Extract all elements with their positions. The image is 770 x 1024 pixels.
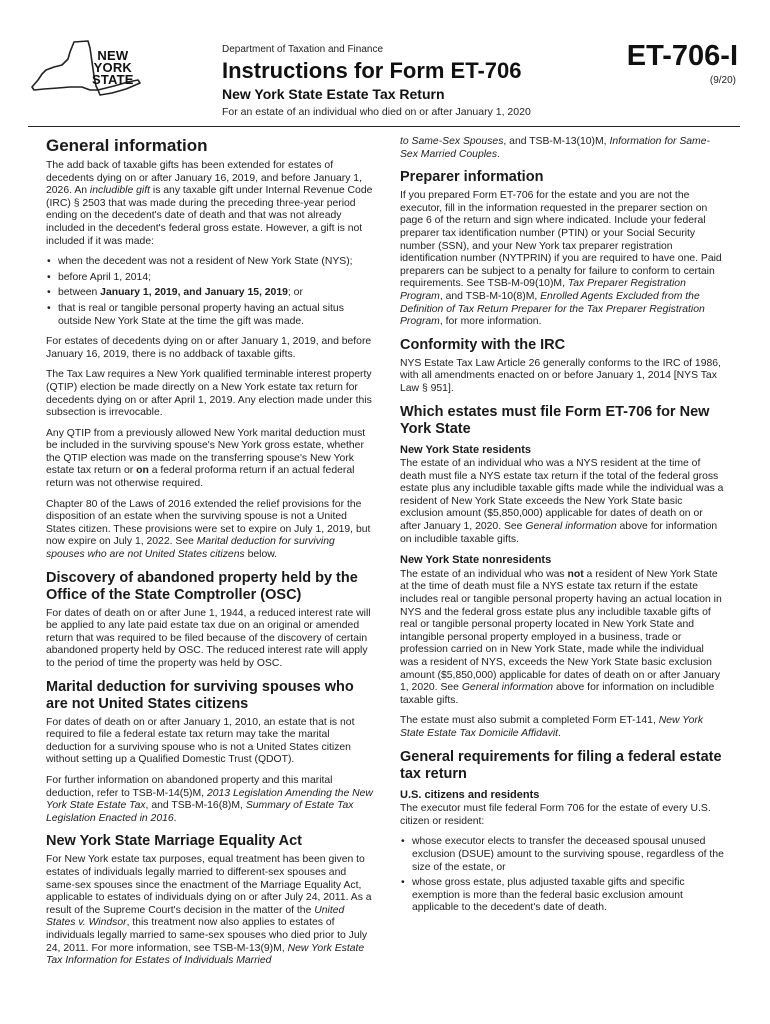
logo-wordmark: NEW YORK STATE [92,48,134,87]
section-heading-marital-deduction: Marital deduction for surviving spouses who are not United States citizens [46,678,354,712]
gift-exclusion-list [46,256,374,328]
left-column [46,136,374,976]
subheading-citizens-residents: U.S. citizens and residents [400,788,540,801]
paragraph: Chapter 80 of the Laws of 2016 extended the relief provisions for the disposition of an estate when the surviving spouse is not a United States citizen. These provisions were set to expire on July 1, 2019, but now expire on July 1, 2022. See Marital deduction for surviving spouses who are not United States citizens below. [46,498,371,561]
paragraph: The estate must also submit a completed Form ET-141, New York State Estate Tax Domicile Affidavit. [400,715,704,739]
page-title: Instructions for Form ET-706 [222,58,522,83]
paragraph: For dates of death on or after June 1, 1944, a reduced interest rate will be applied to any late paid estate tax due on an original or amended return that was required to be filed because of the discovery of certain abandoned property held by OSC. The reduced interest rate will apply to the period of time the property was held by OSC. [46,607,371,669]
list-item: • when the decedent was not a resident of New York State (NYS); [46,256,374,269]
paragraph: For estates of decedents dying on or after January 1, 2019, and before January 16, 2019, there is no addback of taxable gifts. [46,336,372,360]
list-item: • before April 1, 2014; [46,272,374,285]
list-item: • whose executor elects to transfer the deceased spousal unused exclusion (DSUE) amount to the surviving spouse, regardless of the size of the estate, or [400,836,724,874]
list-item: • whose gross estate, plus adjusted taxable gifts and specific exemption is more than the federal basic exclusion amount applicable to the decedent's date of death. [400,877,724,915]
section-heading-irc-conformity: Conformity with the IRC [400,336,566,353]
revision-date: (9/20) [709,75,736,86]
nys-logo [30,40,160,110]
applicability-note: For an estate of an individual who died on or after January 1, 2020 [222,106,531,118]
paragraph: The Tax Law requires a New York qualified terminable interest property (QTIP) election be made directly on a New York estate tax return for decedents dying on or after April 1, 2019. Any election made under this subsection is irrevocable. [46,369,372,419]
subheading-residents: New York State residents [400,443,532,456]
section-heading-abandoned-property: Discovery of abandoned property held by the Office of the State Comptroller (OSC) [46,569,358,603]
section-heading-preparer-information: Preparer information [400,169,544,186]
section-heading-general-information: General information [46,136,208,155]
paragraph: The add back of taxable gifts has been extended for estates of decedents dying on or after January 16, 2019, and before January 1, 2026. An includible gift is any taxable gift under Internal Revenue Code (IRC) § 2503 that was made during the preceding three-year period ending on the decedent's date of death and that was not already included in the decedent's federal gross estate. However, a gift is not included if it was made: [46,160,373,247]
paragraph: NYS Estate Tax Law Article 26 generally conforms to the IRC of 1986, with all amendments enacted on or before January 1, 2014 [NYS Tax Law § 951]. [400,357,721,394]
form-number: ET-706-I [626,40,738,72]
department-name: Department of Taxation and Finance [222,44,384,55]
subheading-nonresidents: New York State nonresidents [400,554,552,567]
paragraph: The estate of an individual who was not a resident of New York State at the time of death must file a NYS estate tax return if the estate includes real or tangible personal property having an actual location in NYS and the federal gross estate plus any includible taxable gifts of real or tangible personal property located in New York State and intangible personal property employed in a business, trade or profession carried on in New York State, made while the individual was a resident of NYS, exceeds the New York State basic exclusion amount ($5,850,000) applicable for dates of death on or after January 1, 2020. See General information above for information on includible taxable gifts. [400,568,722,706]
paragraph: For New York estate tax purposes, equal treatment has been given to estates of individuals legally married to different-sex spouses and same-sex spouses since the enactment of the Marriage Equality Act, applicable to estates of individuals dying on or after July 24, 2011. As a result of the Supreme Court's decision in the matter of the United States v. Windsor, this treatment now also applies to estates of individuals legally married to same-sex spouses who died prior to July 24, 2011. For more information, see TSB-M-13(9)M, New York Estate Tax Information for Estates of Individuals Married [46,854,372,967]
paragraph-continued: to Same-Sex Spouses, and TSB-M-13(10)M, Information for Same-Sex Married Couples. [400,136,710,160]
paragraph: The estate of an individual who was a NYS resident at the time of death must file a NYS estate tax return if the total of the federal gross estate plus any includible taxable gifts made while the individual was a resident of New York State exceeds the New York State basic exclusion amount ($5,850,000) applicable for dates of death on or after January 1, 2020. See General information above for information on includible taxable gifts. [400,458,724,545]
paragraph: For further information on abandoned property and this marital deduction, refer to TSB-M-14(5)M, 2013 Legislation Amending the New York State Estate Tax, and TSB-M-16(8)M, Summary of Estate Tax Legislation Enacted in 2016. [46,774,373,824]
list-item: • that is real or tangible personal property having an actual situs outside New York State at the time the gift was made. [46,303,374,328]
paragraph: Any QTIP from a previously allowed New York marital deduction must be included in the surviving spouse's New York gross estate, whether the QTIP election was made on the transferring spouse's New York estate tax return or on a federal proforma return if an actual federal return was not otherwise required. [46,427,366,490]
header-divider [28,126,740,127]
paragraph: The executor must file federal Form 706 for the estate of every U.S. citizen or resident: [400,803,711,827]
paragraph: If you prepared Form ET-706 for the estate and you are not the executor, fill in the information requested in the preparer section on page 6 of the return and sign where indicated. Include your federal preparer tax identification number (PTIN) or your Social Security number (SSN), and your New York tax preparer registration identification number (NYTPRIN) if you are required to have one. Paid preparers can be subject to a penalty for failure to conform to certain requirements. See TSB-M-09(10)M, Tax Preparer Registration Program, and TSB-M-10(8)M, Enrolled Agents Excluded from the Definition of Tax Return Preparer for the Tax Preparer Registration Program, for more information. [400,190,722,328]
paragraph: For dates of death on or after January 1, 2010, an estate that is not required to file a federal estate tax return may take the marital deduction for a surviving spouse who is not a United States citizen without setting up a Qualified Domestic Trust (QDOT). [46,716,355,766]
document-header [0,0,770,130]
section-heading-federal-requirements: General requirements for filing a federal estate tax return [400,748,722,782]
section-heading-which-estates-must-file: Which estates must file Form ET-706 for New York State [400,403,710,437]
federal-filing-list [400,836,724,915]
right-column [400,136,724,923]
page-subtitle: New York State Estate Tax Return [222,86,445,102]
section-heading-marriage-equality: New York State Marriage Equality Act [46,833,302,850]
list-item: • between January 1, 2019, and January 15, 2019; or [46,287,374,300]
